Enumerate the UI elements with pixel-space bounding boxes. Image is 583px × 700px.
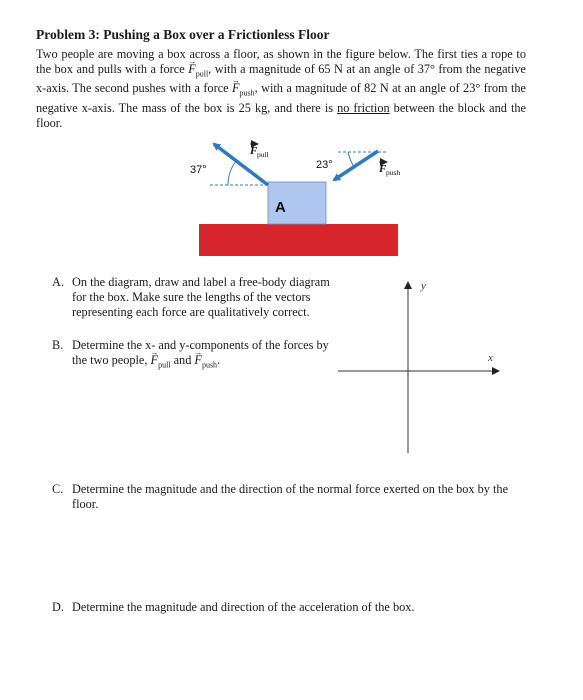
svg-text:push: push (386, 168, 401, 177)
push-angle-arc (348, 152, 355, 168)
svg-text:F: F (379, 163, 387, 175)
box-label: A (275, 199, 286, 216)
f-pull-symbol: → $F_{pull}$ (188, 62, 208, 81)
f-pull-label (249, 144, 269, 159)
x-axis-label: x (488, 352, 493, 364)
y-axis-label: y (421, 280, 426, 292)
f-push-label (378, 162, 400, 177)
pull-angle-arc (228, 161, 236, 185)
angle-push-label: 23° (316, 159, 333, 171)
problem-intro: Two people are moving a box across a floor, as shown in the figure below. The first ties a rope to the box and pulls with a force → $F_{pull}$, with a magnitude of 65 N at an angle of 37° from the negative x-axis. The second pushes with a force → $F_{push}$, with a magnitude of 82 N at an angle of 23° from the negative x-axis. The mass of the box is 25 kg, and there is no friction between the block and the floor. (36, 47, 526, 131)
f-push-symbol: → $F_{push}$ (232, 81, 255, 100)
svg-text:F: F (250, 145, 258, 157)
angle-pull-label: 37° (190, 164, 207, 176)
f-push-arrow (334, 151, 378, 180)
question-a: A. On the diagram, draw and label a free-body diagram for the box. Make sure the lengths of the vectors representing each force are qualitatively correct. (52, 275, 330, 319)
question-b: B. Determine the x- and y-components of the forces by the two people, → $F_{pull}$ and → $F_{push}$. (52, 338, 337, 372)
no-friction-text: no friction (337, 100, 390, 115)
svg-text:pull: pull (257, 150, 269, 159)
problem-title: Problem 3: Pushing a Box over a Frictionless Floor (36, 27, 330, 42)
f-push-symbol-b: → $F_{push}$ (194, 353, 217, 372)
question-d: D. Determine the magnitude and direction of the acceleration of the box. (52, 600, 415, 614)
floor (199, 224, 398, 256)
question-c: C. Determine the magnitude and the direction of the normal force exerted on the box by the floor. (52, 482, 509, 511)
f-pull-symbol-b: → $F_{pull}$ (151, 353, 171, 372)
